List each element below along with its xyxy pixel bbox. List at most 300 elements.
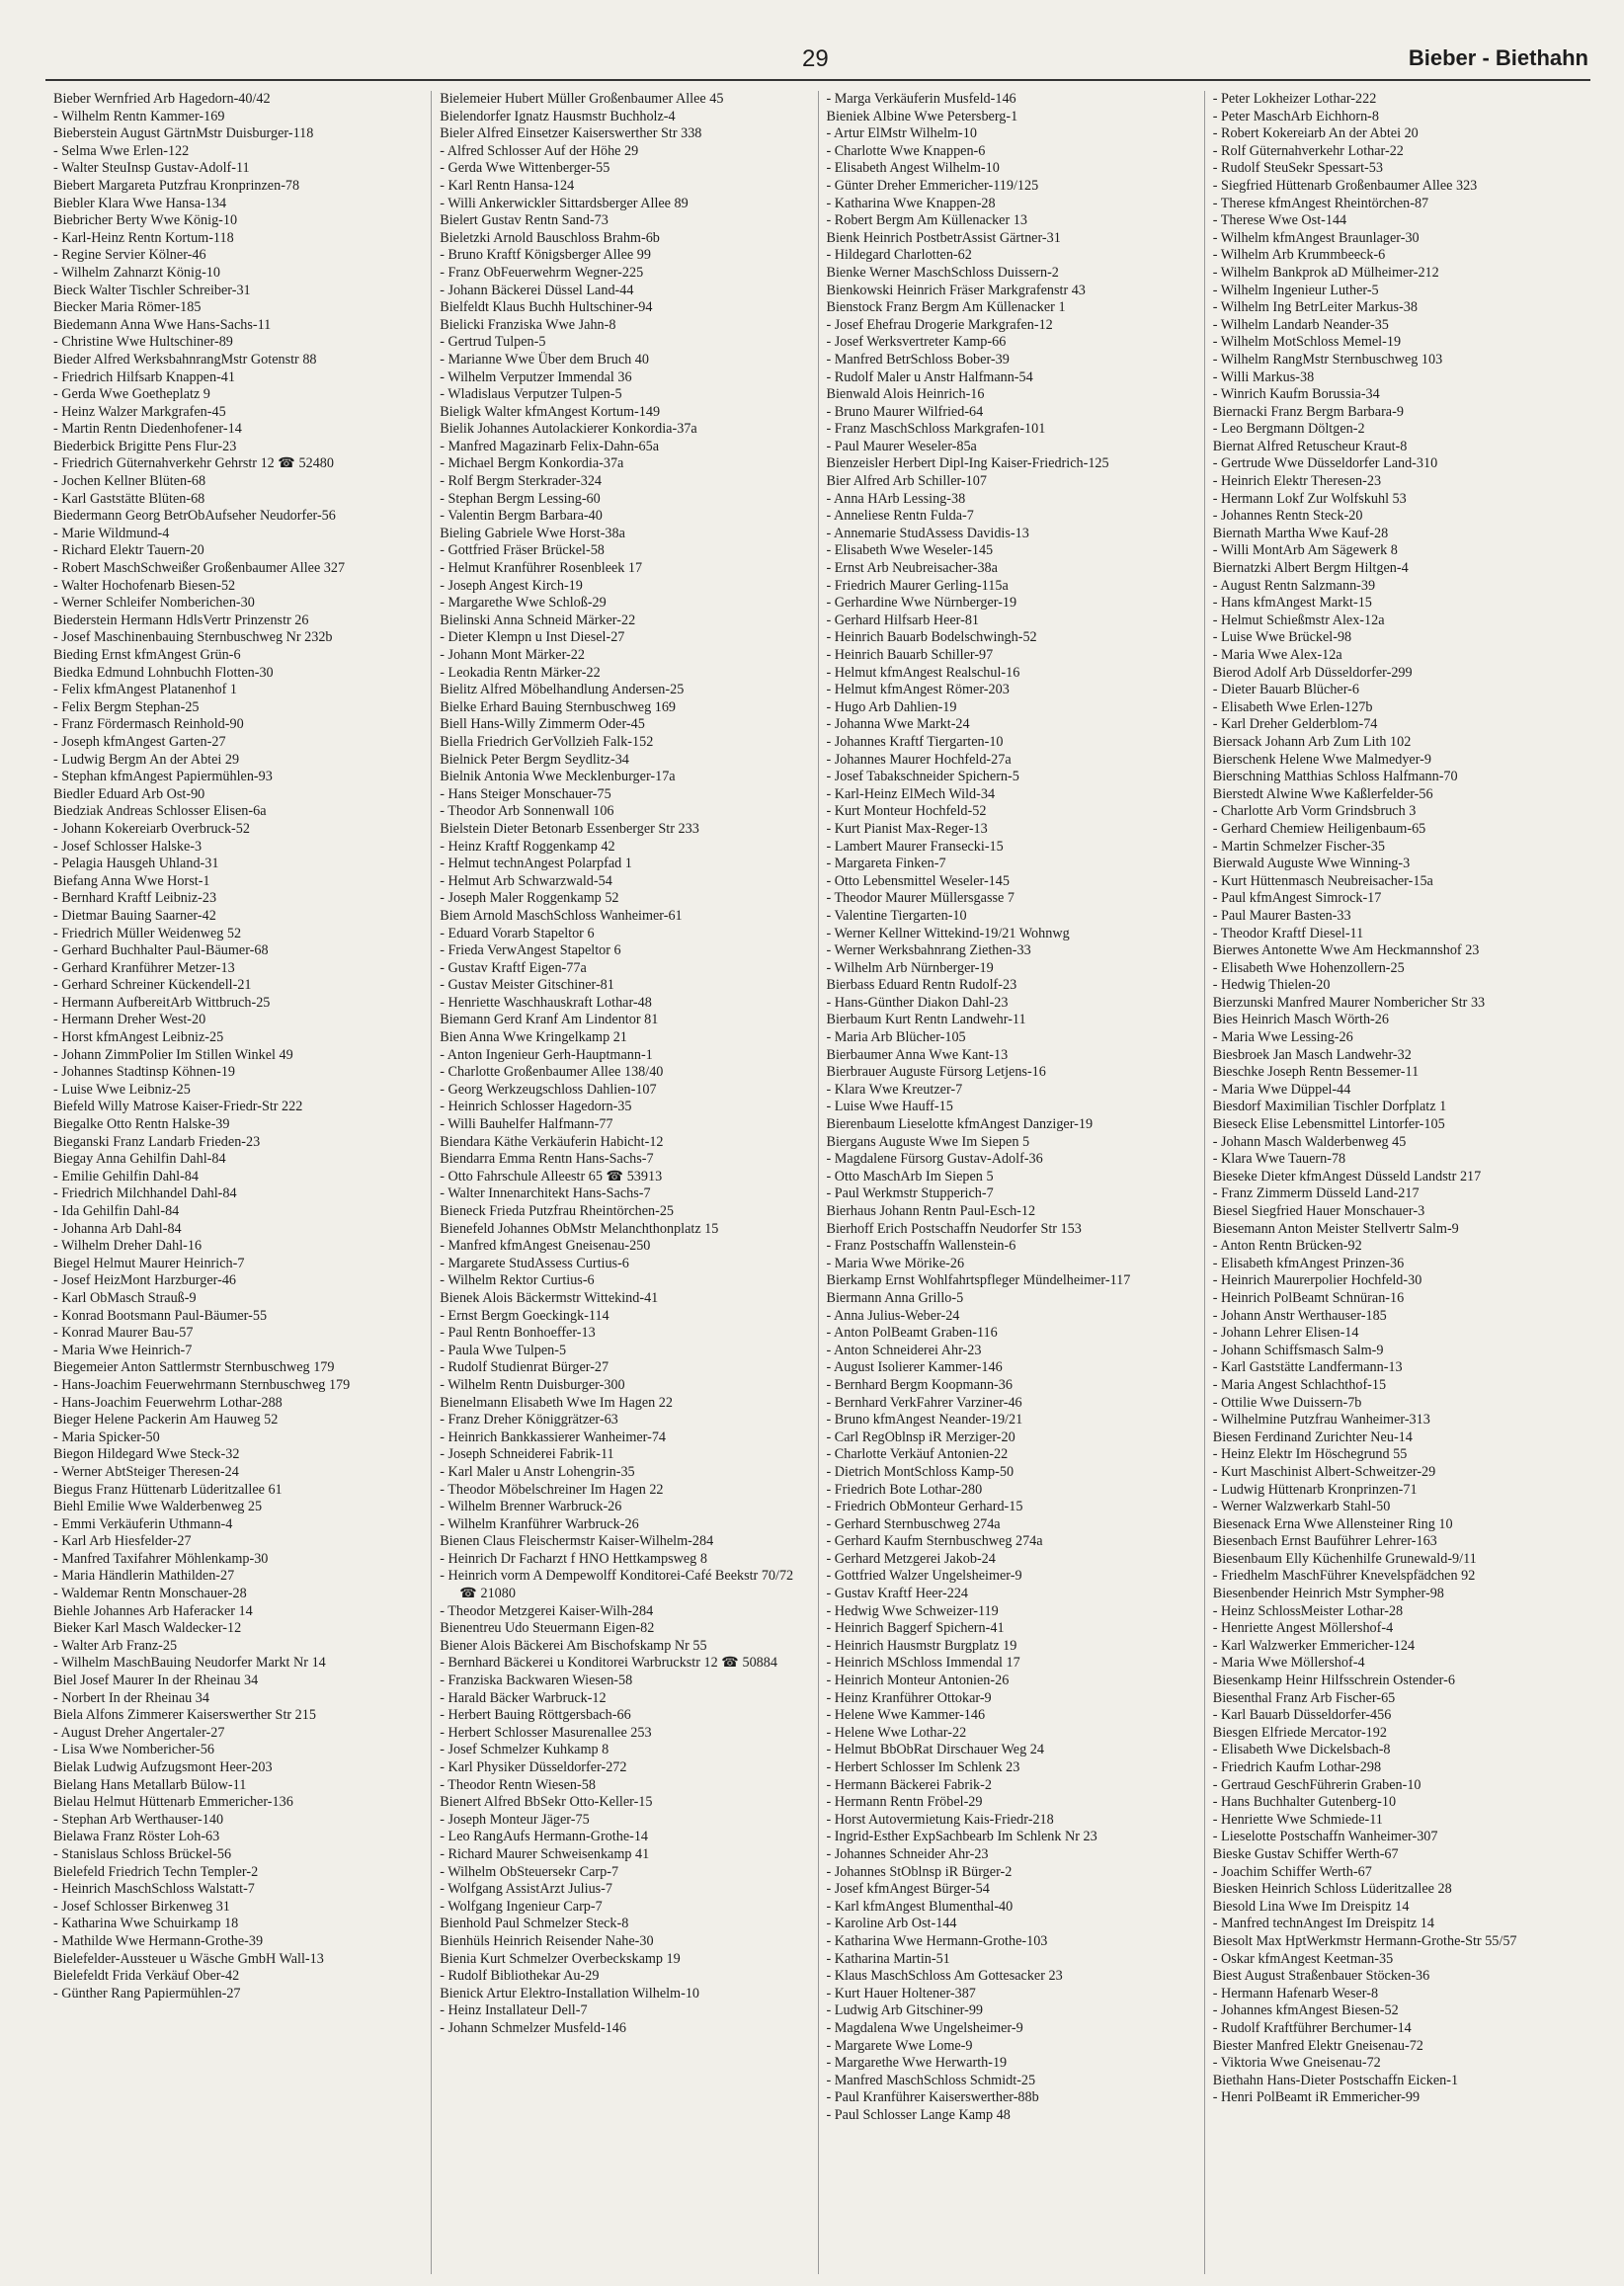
directory-entry: - Hermann Lokf Zur Wolfskuhl 53 <box>1212 490 1407 507</box>
directory-entry: - Ludwig Bergm An der Abtei 29 <box>53 751 240 768</box>
directory-entry: - Werner Kellner Wittekind-19/21 Wohnwg <box>826 925 1070 941</box>
directory-entry: - Anneliese Rentn Fulda-7 <box>826 508 974 525</box>
directory-entry: - Rudolf Studienrat Bürger-27 <box>440 1359 609 1376</box>
directory-entry: Biesen Ferdinand Zurichter Neu-14 <box>1212 1429 1413 1445</box>
directory-entry: Bierhaus Johann Rentn Paul-Esch-12 <box>826 1203 1036 1219</box>
directory-entry: - Horst Autovermietung Kais-Friedr-218 <box>826 1811 1054 1828</box>
directory-entry: Biesolt Max HptWerkmstr Hermann-Grothe-Str 55/57 <box>1212 1932 1517 1949</box>
directory-entry: Biem Arnold MaschSchloss Wanheimer-61 <box>440 907 683 924</box>
directory-entry: Biegay Anna Gehilfin Dahl-84 <box>53 1151 226 1168</box>
directory-entry: - Ingrid-Esther ExpSachbearb Im Schlenk Nr 23 <box>826 1829 1097 1845</box>
directory-entry: - Elisabeth Wwe Weseler-145 <box>826 542 994 559</box>
directory-entry: - Wilhelm Ing BetrLeiter Markus-38 <box>1212 299 1418 316</box>
directory-entry: Bierschning Matthias Schloss Halfmann-70 <box>1212 769 1458 785</box>
directory-entry: - Karl Walzwerker Emmericher-124 <box>1212 1637 1416 1654</box>
directory-entry: Bielik Johannes Autolackierer Konkordia-37a <box>440 421 697 438</box>
directory-entry: - Karl kfmAngest Blumenthal-40 <box>826 1898 1014 1915</box>
directory-entry: - Joseph kfmAngest Garten-27 <box>53 733 226 750</box>
directory-entry: - Josef Tabakschneider Spichern-5 <box>826 769 1019 785</box>
directory-entry: Bienk Heinrich PostbetrAssist Gärtner-31 <box>826 229 1061 246</box>
directory-entry: - Christine Wwe Hultschiner-89 <box>53 334 233 351</box>
directory-entry: Bieniek Albine Wwe Petersberg-1 <box>826 108 1018 124</box>
directory-entry: - Josef Schmelzer Kuhkamp 8 <box>440 1742 609 1758</box>
directory-entry: Bienkowski Heinrich Fräser Markgrafenstr 43 <box>826 282 1086 298</box>
directory-entry: - Hans Buchhalter Gutenberg-10 <box>1212 1794 1397 1811</box>
directory-entry: - Karl Maler u Anstr Lohengrin-35 <box>440 1463 635 1480</box>
directory-entry: Bienentreu Udo Steuermann Eigen-82 <box>440 1620 655 1637</box>
directory-entry: - Walter Hochofenarb Biesen-52 <box>53 577 236 594</box>
directory-entry: - Manfred MaschSchloss Schmidt-25 <box>826 2072 1036 2088</box>
directory-entry: - Werner Werksbahnrang Ziethen-33 <box>826 942 1031 959</box>
directory-entry: - Bruno kfmAngest Neander-19/21 <box>826 1412 1023 1429</box>
directory-entry: - Gustav Kraftf Heer-224 <box>826 1586 969 1602</box>
directory-entry: - Bernhard VerkFahrer Varziner-46 <box>826 1394 1022 1411</box>
directory-entry: - Siegfried Hüttenarb Großenbaumer Allee 323 <box>1212 177 1478 194</box>
directory-entry: - Gustav Meister Gitschiner-81 <box>440 977 614 994</box>
directory-entry: - Friedrich Hilfsarb Knappen-41 <box>53 368 235 385</box>
directory-entry: - Rolf Güternahverkehr Lothar-22 <box>1212 142 1404 159</box>
directory-entry: Biesken Heinrich Schloss Lüderitzallee 28 <box>1212 1881 1452 1898</box>
directory-entry: - Günther Rang Papiermühlen-27 <box>53 1985 241 2001</box>
directory-entry: Bierwald Auguste Wwe Winning-3 <box>1212 856 1411 872</box>
directory-entry: - Winrich Kaufm Borussia-34 <box>1212 386 1380 403</box>
directory-entry: Biedka Edmund Lohnbuchh Flotten-30 <box>53 664 274 681</box>
directory-entry: Biergans Auguste Wwe Im Siepen 5 <box>826 1133 1030 1150</box>
directory-entry: - Felix kfmAngest Platanenhof 1 <box>53 682 237 698</box>
directory-entry: - Herbert Schlosser Im Schlenk 23 <box>826 1759 1020 1775</box>
directory-entry: - Hildegard Charlotten-62 <box>826 247 972 264</box>
directory-entry: - Luise Wwe Hauff-15 <box>826 1099 953 1115</box>
directory-entry: - Bernhard Bäckerei u Konditorei Warbruckstr 12 ☎ 50884 <box>440 1655 777 1672</box>
directory-entry: - Leo Bergmann Döltgen-2 <box>1212 421 1365 438</box>
directory-entry: - Hedwig Wwe Schweizer-119 <box>826 1602 999 1619</box>
directory-entry: Biesenkamp Heinr Hilfsschrein Ostender-6 <box>1212 1673 1455 1689</box>
directory-entry: Biener Alois Bäckerei Am Bischofskamp Nr 55 <box>440 1637 707 1654</box>
directory-entry: - Emilie Gehilfin Dahl-84 <box>53 1168 199 1184</box>
directory-entry: - Therese kfmAngest Rheintörchen-87 <box>1212 195 1429 211</box>
directory-entry: - Stephan Bergm Lessing-60 <box>440 490 601 507</box>
directory-entry: - Helmut BbObRat Dirschauer Weg 24 <box>826 1742 1044 1758</box>
directory-entry: - Karl Rentn Hansa-124 <box>440 177 575 194</box>
directory-entry: - Karl Arb Hiesfelder-27 <box>53 1533 192 1550</box>
directory-entry: - Helmut Schießmstr Alex-12a <box>1212 612 1385 628</box>
directory-entry: - Rudolf SteuSekr Spessart-53 <box>1212 160 1383 177</box>
directory-entry: - Otto MaschArb Im Siepen 5 <box>826 1168 994 1184</box>
directory-entry: - Friedrich Müller Weidenweg 52 <box>53 925 242 941</box>
running-head: Bieber - Biethahn <box>1408 45 1588 70</box>
directory-entry: - Otto Fahrschule Alleestr 65 ☎ 53913 <box>440 1168 663 1184</box>
directory-entry: - Valentine Tiergarten-10 <box>826 907 967 924</box>
directory-entry: - Theodor Metzgerei Kaiser-Wilh-284 <box>440 1602 654 1619</box>
directory-entry: - Rolf Bergm Sterkrader-324 <box>440 473 603 490</box>
directory-entry: - Anton Schneiderei Ahr-23 <box>826 1342 982 1358</box>
directory-entry: - Konrad Maurer Bau-57 <box>53 1325 194 1342</box>
directory-entry: - Magdalene Fürsorg Gustav-Adolf-36 <box>826 1151 1043 1168</box>
directory-entry: - Jochen Kellner Blüten-68 <box>53 473 206 490</box>
directory-entry: - Richard Maurer Schweisenkamp 41 <box>440 1845 650 1862</box>
directory-entry: - Friedrich Güternahverkehr Gehrstr 12 ☎ 52480 <box>53 455 334 472</box>
directory-entry: - Wilhelm RangMstr Sternbuschweg 103 <box>1212 351 1443 367</box>
directory-entry: - Johanna Arb Dahl-84 <box>53 1220 182 1237</box>
directory-entry: - Alfred Schlosser Auf der Höhe 29 <box>440 142 639 159</box>
directory-entry: - Maria Wwe Düppel-44 <box>1212 1081 1351 1098</box>
directory-entry: - Johann Lehrer Elisen-14 <box>1212 1325 1359 1342</box>
directory-entry: - Maria Wwe Lessing-26 <box>1212 1029 1353 1046</box>
directory-entry: - Franz Fördermasch Reinhold-90 <box>53 716 244 733</box>
directory-entry: - Paula Wwe Tulpen-5 <box>440 1342 567 1358</box>
directory-entry: - Harald Bäcker Warbruck-12 <box>440 1689 607 1706</box>
directory-entry: - Heinrich Bankkassierer Wanheimer-74 <box>440 1429 667 1445</box>
directory-entry: Bieseck Elise Lebensmittel Lintorfer-105 <box>1212 1116 1445 1133</box>
directory-entry: Bienke Werner MaschSchloss Duissern-2 <box>826 264 1059 281</box>
directory-entry: - Klaus MaschSchloss Am Gottesacker 23 <box>826 1968 1063 1985</box>
directory-entry: - Gerhard Metzgerei Jakob-24 <box>826 1550 996 1567</box>
directory-entry: Bieding Ernst kfmAngest Grün-6 <box>53 647 241 663</box>
directory-entry: - Wilhelm Arb Nürnberger-19 <box>826 959 994 976</box>
directory-entry: - Rudolf Kraftführer Berchumer-14 <box>1212 2019 1412 2036</box>
directory-entry: - Willi Markus-38 <box>1212 368 1315 385</box>
directory-entry: - Wilhelm Ingenieur Luther-5 <box>1212 282 1379 298</box>
directory-entry: Biegus Franz Hüttenarb Lüderitzallee 61 <box>53 1481 283 1498</box>
directory-entry: - Gottfried Walzer Ungelsheimer-9 <box>826 1568 1022 1585</box>
directory-entry: - Maria Wwe Heinrich-7 <box>53 1342 193 1358</box>
directory-entry: - Hermann Bäckerei Fabrik-2 <box>826 1776 992 1793</box>
directory-entry: - Valentin Bergm Barbara-40 <box>440 508 603 525</box>
directory-entry: - Theodor Rentn Wiesen-58 <box>440 1776 596 1793</box>
directory-entry: - Charlotte Arb Vorm Grindsbruch 3 <box>1212 803 1417 820</box>
directory-entry: Bierbrauer Auguste Fürsorg Letjens-16 <box>826 1064 1046 1081</box>
directory-entry: Bierbaumer Anna Wwe Kant-13 <box>826 1046 1009 1063</box>
directory-entry: - Franz Zimmerm Düsseld Land-217 <box>1212 1185 1420 1202</box>
directory-entry: - Peter MaschArb Eichhorn-8 <box>1212 108 1379 124</box>
directory-entry: Bielawa Franz Röster Loh-63 <box>53 1829 220 1845</box>
directory-entry: - Josef Ehefrau Drogerie Markgrafen-12 <box>826 316 1053 333</box>
directory-entry: - Wilhelm Rentn Duisburger-300 <box>440 1376 625 1393</box>
directory-entry: - Dieter Bauarb Blücher-6 <box>1212 682 1359 698</box>
directory-entry: Biedziak Andreas Schlosser Elisen-6a <box>53 803 267 820</box>
directory-entry: Biesenbaum Elly Küchenhilfe Grunewald-9/11 <box>1212 1550 1477 1567</box>
directory-entry: - Anton Rentn Brücken-92 <box>1212 1238 1362 1255</box>
directory-entry: - Henriette Wwe Schmiede-11 <box>1212 1811 1383 1828</box>
directory-entry: Bierbass Eduard Rentn Rudolf-23 <box>826 977 1017 994</box>
directory-entry: - Friedrich Maurer Gerling-115a <box>826 577 1009 594</box>
directory-entry: - Annemarie StudAssess Davidis-13 <box>826 525 1029 541</box>
directory-entry: Biell Hans-Willy Zimmerm Oder-45 <box>440 716 645 733</box>
directory-entry: - Lieselotte Postschaffn Wanheimer-307 <box>1212 1829 1438 1845</box>
directory-entry: Bienia Kurt Schmelzer Overbeckskamp 19 <box>440 1950 681 1967</box>
directory-entry: - Konrad Bootsmann Paul-Bäumer-55 <box>53 1307 268 1324</box>
directory-entry: - Josef kfmAngest Bürger-54 <box>826 1881 990 1898</box>
directory-entry: Biella Friedrich GerVollzieh Falk-152 <box>440 733 654 750</box>
directory-entry: - Herbert Schlosser Masurenallee 253 <box>440 1724 652 1741</box>
directory-entry: Bies Heinrich Masch Wörth-26 <box>1212 1012 1389 1028</box>
directory-entry: Bienhold Paul Schmelzer Steck-8 <box>440 1916 629 1932</box>
directory-entry: - Lambert Maurer Fransecki-15 <box>826 838 1004 855</box>
directory-entry: Bienert Alfred BbSekr Otto-Keller-15 <box>440 1794 653 1811</box>
directory-entry: - Helmut technAngest Polarpfad 1 <box>440 856 632 872</box>
directory-entry: Bieger Helene Packerin Am Hauweg 52 <box>53 1412 279 1429</box>
directory-entry: - Heinrich vorm A Dempewolff Konditorei-Café Beekstr 70/72 ☎ 21080 <box>440 1568 794 1602</box>
directory-entry: - Elisabeth Wwe Hohenzollern-25 <box>1212 959 1405 976</box>
directory-entry: - Eduard Vorarb Stapeltor 6 <box>440 925 595 941</box>
directory-entry: - Johanna Wwe Markt-24 <box>826 716 970 733</box>
directory-entry: - Johannes Rentn Steck-20 <box>1212 508 1363 525</box>
directory-entry: - Helmut Kranführer Rosenbleek 17 <box>440 560 643 577</box>
directory-entry: Bielnick Peter Bergm Seydlitz-34 <box>440 751 629 768</box>
directory-entry: Bieske Gustav Schiffer Werth-67 <box>1212 1845 1399 1862</box>
directory-entry: - Heinrich Bauarb Schiller-97 <box>826 647 994 663</box>
directory-entry: - Katharina Wwe Hermann-Grothe-103 <box>826 1932 1048 1949</box>
directory-entry: Bieganski Franz Landarb Frieden-23 <box>53 1133 261 1150</box>
directory-entry: - Johann Kokereiarb Overbruck-52 <box>53 820 250 837</box>
directory-entry: - Karl Dreher Gelderblom-74 <box>1212 716 1378 733</box>
directory-entry: - Dietrich MontSchloss Kamp-50 <box>826 1463 1015 1480</box>
directory-entry: - Anna Julius-Weber-24 <box>826 1307 960 1324</box>
directory-entry: Bienzeisler Herbert Dipl-Ing Kaiser-Friedrich-125 <box>826 455 1109 472</box>
directory-entry: Biemann Gerd Kranf Am Lindentor 81 <box>440 1012 659 1028</box>
directory-entry: Biefeld Willy Matrose Kaiser-Friedr-Str 222 <box>53 1099 303 1115</box>
directory-entry: - Heinrich Baggerf Spichern-41 <box>826 1620 1005 1637</box>
directory-entry: - Helmut Arb Schwarzwald-54 <box>440 872 612 889</box>
directory-entry: - Klara Wwe Tauern-78 <box>1212 1151 1346 1168</box>
directory-entry: - Hans-Joachim Feuerwehrmann Sternbuschweg 179 <box>53 1376 351 1393</box>
directory-entry: Bielak Ludwig Aufzugsmont Heer-203 <box>53 1759 273 1775</box>
directory-entry: Bieneck Frieda Putzfrau Rheintörchen-25 <box>440 1203 675 1219</box>
directory-entry: Bienwald Alois Heinrich-16 <box>826 386 985 403</box>
directory-entry: - Bruno Maurer Wilfried-64 <box>826 403 984 420</box>
directory-entry: - Georg Werkzeugschloss Dahlien-107 <box>440 1081 657 1098</box>
directory-entry: - Katharina Martin-51 <box>826 1950 950 1967</box>
directory-entry: Bielitz Alfred Möbelhandlung Andersen-25 <box>440 682 685 698</box>
directory-entry: - Johann Masch Walderbenweg 45 <box>1212 1133 1407 1150</box>
directory-entry: - Waldemar Rentn Monschauer-28 <box>53 1586 247 1602</box>
directory-entry: - Anton PolBeamt Graben-116 <box>826 1325 998 1342</box>
directory-entry: Biesold Lina Wwe Im Dreispitz 14 <box>1212 1898 1410 1915</box>
directory-entry: Biederstein Hermann HdlsVertr Prinzenstr 26 <box>53 612 309 628</box>
directory-entry: - Robert Bergm Am Küllenacker 13 <box>826 212 1027 229</box>
directory-entry: Biesenbach Ernst Bauführer Lehrer-163 <box>1212 1533 1437 1550</box>
directory-entry: Biegalke Otto Rentn Halske-39 <box>53 1116 230 1133</box>
directory-entry: - Werner Schleifer Nomberichen-30 <box>53 595 255 612</box>
directory-entry: - Carl RegOblnsp iR Merziger-20 <box>826 1429 1015 1445</box>
directory-entry: - Paul Rentn Bonhoeffer-13 <box>440 1325 596 1342</box>
directory-entry: Biebert Margareta Putzfrau Kronprinzen-78 <box>53 177 300 194</box>
directory-entry: Bienelmann Elisabeth Wwe Im Hagen 22 <box>440 1394 673 1411</box>
directory-entry: - Josef Schlosser Halske-3 <box>53 838 203 855</box>
directory-entry: - Maria Arb Blücher-105 <box>826 1029 966 1046</box>
directory-entry: - Luise Wwe Leibniz-25 <box>53 1081 191 1098</box>
directory-entry: - Hermann Hafenarb Weser-8 <box>1212 1985 1379 2001</box>
directory-column-2 <box>431 91 817 2274</box>
directory-entry: - Selma Wwe Erlen-122 <box>53 142 190 159</box>
directory-entry: - Heinrich Maurerpolier Hochfeld-30 <box>1212 1272 1422 1289</box>
directory-entry: Bierschenk Helene Wwe Malmedyer-9 <box>1212 751 1431 768</box>
directory-entry: - Gerhard Chemiew Heiligenbaum-65 <box>1212 820 1426 837</box>
directory-entry: Bieligk Walter kfmAngest Kortum-149 <box>440 403 661 420</box>
directory-entry: - Peter Lokheizer Lothar-222 <box>1212 91 1377 107</box>
directory-entry: - Herbert Bauing Röttgersbach-66 <box>440 1707 631 1724</box>
directory-entry: - Johannes Schneider Ahr-23 <box>826 1845 989 1862</box>
directory-entry: - Joseph Maler Roggenkamp 52 <box>440 890 619 907</box>
directory-entry: - August Rentn Salzmann-39 <box>1212 577 1376 594</box>
directory-entry: - Maria Spicker-50 <box>53 1429 160 1445</box>
directory-entry: - Friedrich Milchhandel Dahl-84 <box>53 1185 237 1202</box>
directory-entry: - Wolfgang Ingenieur Carp-7 <box>440 1898 603 1915</box>
directory-entry: - Heinrich Elektr Theresen-23 <box>1212 473 1382 490</box>
directory-entry: - Hermann Dreher West-20 <box>53 1012 206 1028</box>
directory-entry: - Maria Händlerin Mathilden-27 <box>53 1568 235 1585</box>
directory-entry: - Kurt Hüttenmasch Neubreisacher-15a <box>1212 872 1433 889</box>
directory-entry: - Elisabeth Angest Wilhelm-10 <box>826 160 1000 177</box>
directory-entry: - Frieda VerwAngest Stapeltor 6 <box>440 942 621 959</box>
directory-entry: Biegel Helmut Maurer Heinrich-7 <box>53 1255 245 1271</box>
directory-entry: - Martin Rentn Diedenhofener-14 <box>53 421 242 438</box>
directory-entry: - Wilhelm kfmAngest Braunlager-30 <box>1212 229 1420 246</box>
directory-entry: Biesbroek Jan Masch Landwehr-32 <box>1212 1046 1412 1063</box>
directory-entry: Biedemann Anna Wwe Hans-Sachs-11 <box>53 316 272 333</box>
directory-entry: - Oskar kfmAngest Keetman-35 <box>1212 1950 1394 1967</box>
directory-entry: - Marga Verkäuferin Musfeld-146 <box>826 91 1016 107</box>
directory-entry: - Friedrich Kaufm Lothar-298 <box>1212 1759 1382 1775</box>
directory-entry: - Michael Bergm Konkordia-37a <box>440 455 624 472</box>
directory-entry: Bielinski Anna Schneid Märker-22 <box>440 612 636 628</box>
directory-entry: Biedler Eduard Arb Ost-90 <box>53 785 205 802</box>
directory-entry: Biel Josef Maurer In der Rheinau 34 <box>53 1673 259 1689</box>
directory-entry: - Helene Wwe Kammer-146 <box>826 1707 986 1724</box>
directory-column-3 <box>818 91 1204 2274</box>
directory-entry: - Johannes Kraftf Tiergarten-10 <box>826 733 1004 750</box>
directory-entry: - Norbert In der Rheinau 34 <box>53 1689 209 1706</box>
directory-entry: - Wilhelm Brenner Warbruck-26 <box>440 1499 622 1515</box>
directory-entry: Bielemeier Hubert Müller Großenbaumer Allee 45 <box>440 91 724 107</box>
directory-entry: - Wilhelm ObSteuersekr Carp-7 <box>440 1863 619 1880</box>
directory-entry: - Elisabeth Wwe Erlen-127b <box>1212 698 1373 715</box>
directory-entry: - Ernst Arb Neubreisacher-38a <box>826 560 998 577</box>
directory-entry: Biernacki Franz Bergm Barbara-9 <box>1212 403 1404 420</box>
directory-entry: - Horst kfmAngest Leibniz-25 <box>53 1029 224 1046</box>
directory-entry: - Gottfried Fräser Brückel-58 <box>440 542 605 559</box>
directory-entry: - Margarethe Wwe Herwarth-19 <box>826 2055 1008 2072</box>
directory-entry: Bielicki Franziska Wwe Jahn-8 <box>440 316 616 333</box>
directory-columns <box>45 91 1590 2274</box>
directory-entry: - Kurt Maschinist Albert-Schweitzer-29 <box>1212 1463 1436 1480</box>
directory-entry: - Anton Ingenieur Gerh-Hauptmann-1 <box>440 1046 653 1063</box>
directory-entry: - Margarete Wwe Lome-9 <box>826 2037 973 2054</box>
directory-entry: - Margarete StudAssess Curtius-6 <box>440 1255 629 1271</box>
directory-entry: - Paul Maurer Basten-33 <box>1212 907 1351 924</box>
directory-entry: - Kurt Hauer Holtener-387 <box>826 1985 976 2001</box>
directory-entry: - Lisa Wwe Nombericher-56 <box>53 1742 214 1758</box>
directory-entry: Bielefeld Friedrich Techn Templer-2 <box>53 1863 259 1880</box>
directory-entry: - Johannes Stadtinsp Köhnen-19 <box>53 1064 236 1081</box>
directory-entry: - Paul Schlosser Lange Kamp 48 <box>826 2106 1011 2123</box>
directory-entry: - Hans-Joachim Feuerwehrm Lothar-288 <box>53 1394 283 1411</box>
directory-entry: - Manfred BetrSchloss Bober-39 <box>826 351 1010 367</box>
directory-entry: - Martin Schmelzer Fischer-35 <box>1212 838 1385 855</box>
directory-entry: - Ernst Bergm Goeckingk-114 <box>440 1307 609 1324</box>
directory-entry: - Manfred technAngest Im Dreispitz 14 <box>1212 1916 1434 1932</box>
directory-entry: Bienhüls Heinrich Reisender Nahe-30 <box>440 1932 654 1949</box>
directory-entry: - Viktoria Wwe Gneisenau-72 <box>1212 2055 1381 2072</box>
directory-entry: Bielau Helmut Hüttenarb Emmericher-136 <box>53 1794 293 1811</box>
directory-entry: - Katharina Wwe Schuirkamp 18 <box>53 1916 239 1932</box>
directory-entry: Bieletzki Arnold Bauschloss Brahm-6b <box>440 229 660 246</box>
directory-entry: Biesenbender Heinrich Mstr Sympher-98 <box>1212 1586 1444 1602</box>
directory-entry: - Artur ElMstr Wilhelm-10 <box>826 125 977 142</box>
directory-entry: - Karl Physiker Düsseldorfer-272 <box>440 1759 627 1775</box>
directory-entry: Bieschke Joseph Rentn Bessemer-11 <box>1212 1064 1420 1081</box>
directory-entry: - Josef Maschinenbauing Sternbuschweg Nr 232b <box>53 629 333 646</box>
directory-entry: - Joachim Schiffer Werth-67 <box>1212 1863 1372 1880</box>
directory-entry: Bierkamp Ernst Wohlfahrtspfleger Mündelheimer-117 <box>826 1272 1131 1289</box>
directory-entry: - Charlotte Verkäuf Antonien-22 <box>826 1446 1009 1463</box>
directory-entry: - Karl Gaststätte Landfermann-13 <box>1212 1359 1403 1376</box>
directory-entry: - Kurt Monteur Hochfeld-52 <box>826 803 987 820</box>
directory-entry: - Charlotte Großenbaumer Allee 138/40 <box>440 1064 664 1081</box>
directory-entry: - Dietmar Bauing Saarner-42 <box>53 907 216 924</box>
directory-entry: - Theodor Arb Sonnenwall 106 <box>440 803 614 820</box>
directory-entry: - Wilhelm Landarb Neander-35 <box>1212 316 1389 333</box>
directory-entry: - Theodor Maurer Müllersgasse 7 <box>826 890 1015 907</box>
directory-entry: Biesenthal Franz Arb Fischer-65 <box>1212 1689 1396 1706</box>
directory-entry: - Manfred Magazinarb Felix-Dahn-65a <box>440 438 660 454</box>
directory-entry: Bierzunski Manfred Maurer Nombericher Str 33 <box>1212 994 1486 1011</box>
directory-entry: - Kurt Pianist Max-Reger-13 <box>826 820 988 837</box>
directory-entry: - Walter Arb Franz-25 <box>53 1637 178 1654</box>
directory-entry: - Gertraud GeschFührerin Graben-10 <box>1212 1776 1421 1793</box>
directory-entry: Biernat Alfred Retuscheur Kraut-8 <box>1212 438 1408 454</box>
directory-entry: - Bernhard Kraftf Leibniz-23 <box>53 890 217 907</box>
directory-entry: - Robert MaschSchweißer Großenbaumer Allee 327 <box>53 560 346 577</box>
directory-entry: - Rudolf Bibliothekar Au-29 <box>440 1968 600 1985</box>
directory-entry: - Heinrich MaschSchloss Walstatt-7 <box>53 1881 255 1898</box>
page-header <box>0 0 1624 77</box>
directory-entry: Bier Alfred Arb Schiller-107 <box>826 473 987 490</box>
directory-entry: - Heinrich Monteur Antonien-26 <box>826 1673 1010 1689</box>
directory-entry: - Margarethe Wwe Schloß-29 <box>440 595 607 612</box>
directory-entry: - Maria Angest Schlachthof-15 <box>1212 1376 1387 1393</box>
directory-entry: - Walter Innenarchitekt Hans-Sachs-7 <box>440 1185 651 1202</box>
directory-entry: - Heinrich Bauarb Bodelschwingh-52 <box>826 629 1037 646</box>
directory-entry: - Joseph Monteur Jäger-75 <box>440 1811 590 1828</box>
directory-entry: - Josef HeizMont Harzburger-46 <box>53 1272 237 1289</box>
directory-entry: - Heinrich Dr Facharzt f HNO Hettkampsweg 8 <box>440 1550 707 1567</box>
directory-entry: Biebler Klara Wwe Hansa-134 <box>53 195 227 211</box>
directory-entry: - Heinz Kranführer Ottokar-9 <box>826 1689 992 1706</box>
directory-entry: - Willi Ankerwickler Sittardsberger Allee 89 <box>440 195 689 211</box>
directory-entry: - Henri PolBeamt iR Emmericher-99 <box>1212 2089 1421 2106</box>
directory-entry: - Willi Bauhelfer Halfmann-77 <box>440 1116 613 1133</box>
directory-entry: - Ottilie Wwe Duissern-7b <box>1212 1394 1362 1411</box>
directory-entry: - Karl ObMasch Strauß-9 <box>53 1289 197 1306</box>
directory-entry: Bien Anna Wwe Kringelkamp 21 <box>440 1029 627 1046</box>
directory-entry: - Manfred kfmAngest Gneisenau-250 <box>440 1238 651 1255</box>
directory-entry: - Johann ZimmPolier Im Stillen Winkel 49 <box>53 1046 293 1063</box>
directory-entry: - Heinrich PolBeamt Schnüran-16 <box>1212 1289 1405 1306</box>
directory-entry: - Wilhelm MotSchloss Memel-19 <box>1212 334 1402 351</box>
directory-entry: Biegemeier Anton Sattlermstr Sternbuschweg 179 <box>53 1359 335 1376</box>
directory-entry: - Theodor Kraftf Diesel-11 <box>1212 925 1364 941</box>
directory-entry: - Helmut kfmAngest Römer-203 <box>826 682 1010 698</box>
directory-entry: - Paul kfmAngest Simrock-17 <box>1212 890 1382 907</box>
directory-entry: - Rudolf Maler u Anstr Halfmann-54 <box>826 368 1033 385</box>
directory-entry: Biehl Emilie Wwe Walderbenweg 25 <box>53 1499 263 1515</box>
directory-entry: Bieler Alfred Einsetzer Kaiserswerther Str 338 <box>440 125 702 142</box>
directory-entry: Bielfeldt Klaus Buchh Hultschiner-94 <box>440 299 653 316</box>
directory-entry: - Stephan kfmAngest Papiermühlen-93 <box>53 769 273 785</box>
directory-entry: - Gerhard Hilfsarb Heer-81 <box>826 612 980 628</box>
directory-entry: - Wolfgang AssistArzt Julius-7 <box>440 1881 613 1898</box>
